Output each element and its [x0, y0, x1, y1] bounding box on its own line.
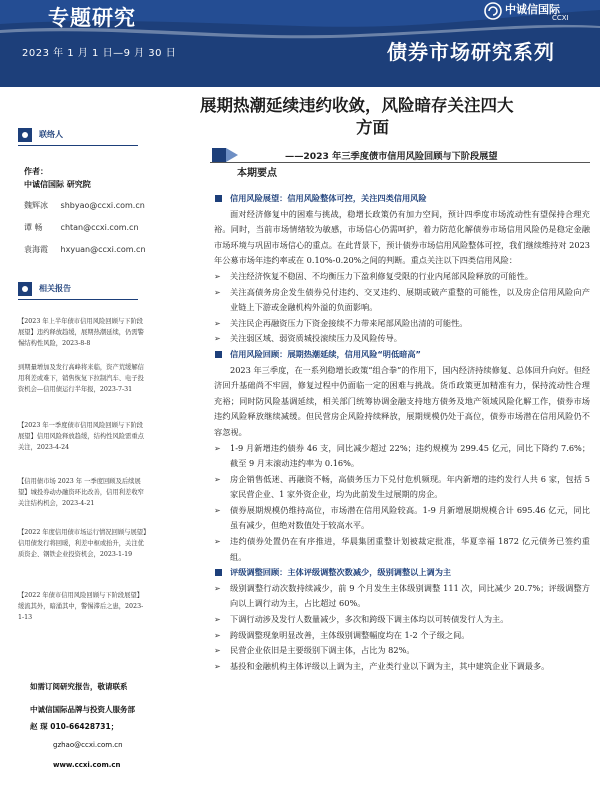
contact-person: [24, 244, 146, 255]
bullet-item: ➢ 债券展期规模仍维持高位，市场潜在信用风险较高。1-9 月新增展期规模合计 695.46 亿元，同比虽有减少，但绝对数值处于较高水平。: [214, 504, 590, 531]
related-report-item[interactable]: 【2022 年债市信用风险回顾与下阶段展望】缓流其外，暗涌其中，警惕滞后之患，2023-1-13: [18, 592, 144, 621]
summary-heading: 本期要点: [237, 168, 277, 179]
arrow-bullet-icon: ➢: [214, 474, 221, 484]
subscription-email[interactable]: gzhao@ccxi.com.cn: [53, 741, 123, 749]
arrow-bullet-icon: ➢: [214, 505, 221, 515]
bullet-item: ➢ 下调行动涉及发行人数量减少，多次和跨级下调主体均以可转债发行人为主。: [214, 612, 590, 628]
square-bullet-icon: [215, 195, 222, 202]
related-report-item[interactable]: 到期量增加及发行高峰将来临，资产荒缓解信用利差或难下，销售恢复下拉制汽车、电子投资机会—信用债运行半年报，2023-7-31: [18, 364, 144, 393]
bullet-item: ➢ 基投和金融机构主体评级以上调为主，产业类行业以下调为主，其中建筑企业下调最多。: [214, 659, 590, 675]
bullet-item: ➢ 房企销售低迷、再融资不畅，高债务压力下兑付危机频现。年内新增的违约发行人共 6 家，包括 5 家民营企业、1 家外资企业，均为此前发生过展期的房企。: [214, 473, 590, 500]
subscription-contact-box: [18, 653, 152, 800]
related-report-item[interactable]: 【2022 年度信用债市场运行情况回顾与展望】信用债发行将回暖，利差中枢或抬升，关注优质资企、钢铁企业投资机会，2023-1-19: [18, 529, 147, 558]
page-title-line2: 方面: [356, 118, 389, 137]
related-report-item[interactable]: 【2023 年上半年债市信用风险回顾与下阶段展望】违约释放趋缓，展期热潮延续，仍需警惕结构性风险，2023-8-8: [18, 318, 144, 347]
contacts-section-header: [18, 127, 148, 143]
sidebar: [0, 87, 152, 800]
section-paragraph: 面对经济修复中的困难与挑战，稳增长政策仍有加力空间，预计四季度市场流动性有望保持合理充裕。同时，当前市场情绪较为敏感，市场信心仍需呵护，着力防范化解债券市场信用风险仍是稳定金融市场环境与巩固市场信心的重点。在此背景下，预计债券市场信用风险整体可控，我们继续维持对 2023 年公募市场年违约率或在 0.10%-0.20%之间的判断。重点关注以下四类信用风险：: [214, 208, 590, 266]
ccxi-logo-icon: [484, 2, 502, 20]
related-report-item[interactable]: 【2023 年一季度债市信用风险回顾与下阶段展望】信用风险释放趋缓，结构性风险需重点关注，2023-4-24: [18, 422, 144, 451]
bullet-item: ➢ 关注高债务房企发生债券兑付违约、交叉违约、展期或破产重整的可能性，以及房企信用风险向产业链上下游或金融机构外溢的负面影响。: [214, 286, 590, 313]
contact-name: 袁海霞: [24, 245, 48, 254]
arrow-bullet-icon: ➢: [214, 661, 221, 671]
contact-person: [24, 222, 139, 233]
report-header: [0, 0, 600, 87]
contact-email[interactable]: shbyao@ccxi.com.cn: [60, 201, 145, 210]
bullet-item: ➢ 1-9 月新增违约债券 46 支，同比减少超过 22%；违约规模为 299.45 亿元，同比下降约 7.6%；截至 9 月末滚动违约率为 0.16%。: [214, 442, 591, 469]
report-date-range: 2023 年 1 月 1 日—9 月 30 日: [22, 48, 177, 59]
section-heading: 评级调整回顾：主体评级调整次数减少，级别调整以上调为主: [214, 565, 590, 581]
contacts-title: 联络人: [39, 130, 63, 139]
contact-name: 魏辉冰: [24, 201, 48, 210]
contact-email[interactable]: hxyuan@ccxi.com.cn: [60, 245, 146, 254]
arrow-bullet-icon: ➢: [214, 615, 221, 625]
bullet-item: ➢ 民营企业依旧是主要级别下调主体，占比为 82%。: [214, 643, 590, 659]
bullet-item: ➢ 关注经济恢复不稳固、不均衡压力下盈利修复受限的行业内尾部风险释放的可能性。: [214, 269, 590, 285]
subscription-dept: 中诚信国际品牌与投资人服务部: [30, 705, 135, 714]
related-reports-header: [18, 281, 148, 297]
arrow-bullet-icon: ➢: [214, 443, 221, 453]
bullet-item: ➢ 级别调整行动次数持续减少，前 9 个月发生主体级别调整 111 次，同比减少 20.7%；评级调整方向以上调行动为主，占比超过 60%。: [214, 582, 590, 609]
author-org: 作者： 中诚信国际 研究院: [24, 167, 91, 189]
subscription-note: 如需订阅研究报告，敬请联系: [30, 682, 128, 691]
divider: [18, 299, 138, 300]
arrow-bullet-icon: ➢: [214, 537, 221, 547]
report-series: 债券市场研究系列: [387, 40, 555, 64]
arrow-bullet-icon: ➢: [214, 630, 221, 640]
related-reports-title: 相关报告: [39, 284, 71, 293]
ccxi-logo: [484, 0, 594, 24]
contact-person: [24, 200, 145, 211]
page-title: [200, 95, 600, 139]
section-heading: 信用风险展望：信用风险整体可控，关注四类信用风险: [214, 191, 590, 207]
divider: [210, 162, 590, 163]
logo-text-en: CCXI: [552, 14, 569, 22]
subscription-phone: 赵 琛 010-66428731；: [30, 722, 119, 731]
square-bullet-icon: [215, 351, 222, 358]
section-paragraph: 2023 年三季度，在一系列稳增长政策“组合拳”的作用下，国内经济持续修复、总体回升向好。但经济回升基础尚不牢固，修复过程中仍面临一定的困难与挑战。货币政策更加精准有力，保持流动性合理充裕；同时防风险基调延续，相关部门统筹协调金融支持地方债务及地产领域风险化解工作，债券市场违约风险释放继续减缓。但民营房企风险持续释放，展期规模仍处于高位，债券市场潜在信用风险仍不容忽视。: [214, 364, 590, 437]
section-heading: 信用风险回顾：展期热潮延续，信用风险“明低暗高”: [214, 347, 590, 363]
arrow-bullet-icon: ➢: [214, 646, 221, 656]
company-website[interactable]: www.ccxi.com.cn: [53, 761, 121, 769]
arrow-bullet-icon: ➢: [214, 271, 221, 281]
arrow-bullet-icon: ➢: [214, 334, 221, 344]
page-title-line1: 展期热潮延续违约收敛，风险暗存关注四大: [200, 96, 514, 115]
square-bullet-icon: [215, 569, 222, 576]
contact-email[interactable]: chtan@ccxi.com.cn: [60, 223, 139, 232]
related-report-item[interactable]: 【信用债市场 2023 年 一季度回顾及后续展望】城投券动办融资环比改善，信用利差收窄关注结构机会，2023-4-21: [18, 478, 144, 507]
report-category: 专题研究: [48, 6, 136, 30]
divider: [18, 145, 138, 146]
arrow-bullet-icon: ➢: [214, 287, 221, 297]
related-reports-icon: [18, 282, 32, 296]
bullet-item: ➢ 关注民企再融资压力下资金接续不力带来尾部风险出清的可能性。: [214, 316, 590, 332]
page-subtitle: ——2023 年三季度债市信用风险回顾与下阶段展望: [285, 151, 498, 162]
summary-body: [214, 191, 590, 674]
arrow-bullet-icon: ➢: [214, 583, 221, 593]
arrow-bullet-icon: ➢: [214, 318, 221, 328]
bullet-item: ➢ 违约债券处置仍在有序推进，华晨集团重整计划被裁定批准，华夏幸福 1872 亿元债务已签约重组。: [214, 536, 590, 562]
contacts-icon: [18, 128, 32, 142]
bullet-item: ➢ 关注弱区域、弱资质城投滚续压力及风险传导。: [214, 331, 590, 347]
contact-name: 谭 畅: [24, 223, 43, 232]
logo-text-cn: 中诚信国际: [505, 3, 560, 16]
bullet-item: ➢ 跨级调整现象明显改善，主体级别调整幅度均在 1-2 个子级之间。: [214, 628, 590, 644]
